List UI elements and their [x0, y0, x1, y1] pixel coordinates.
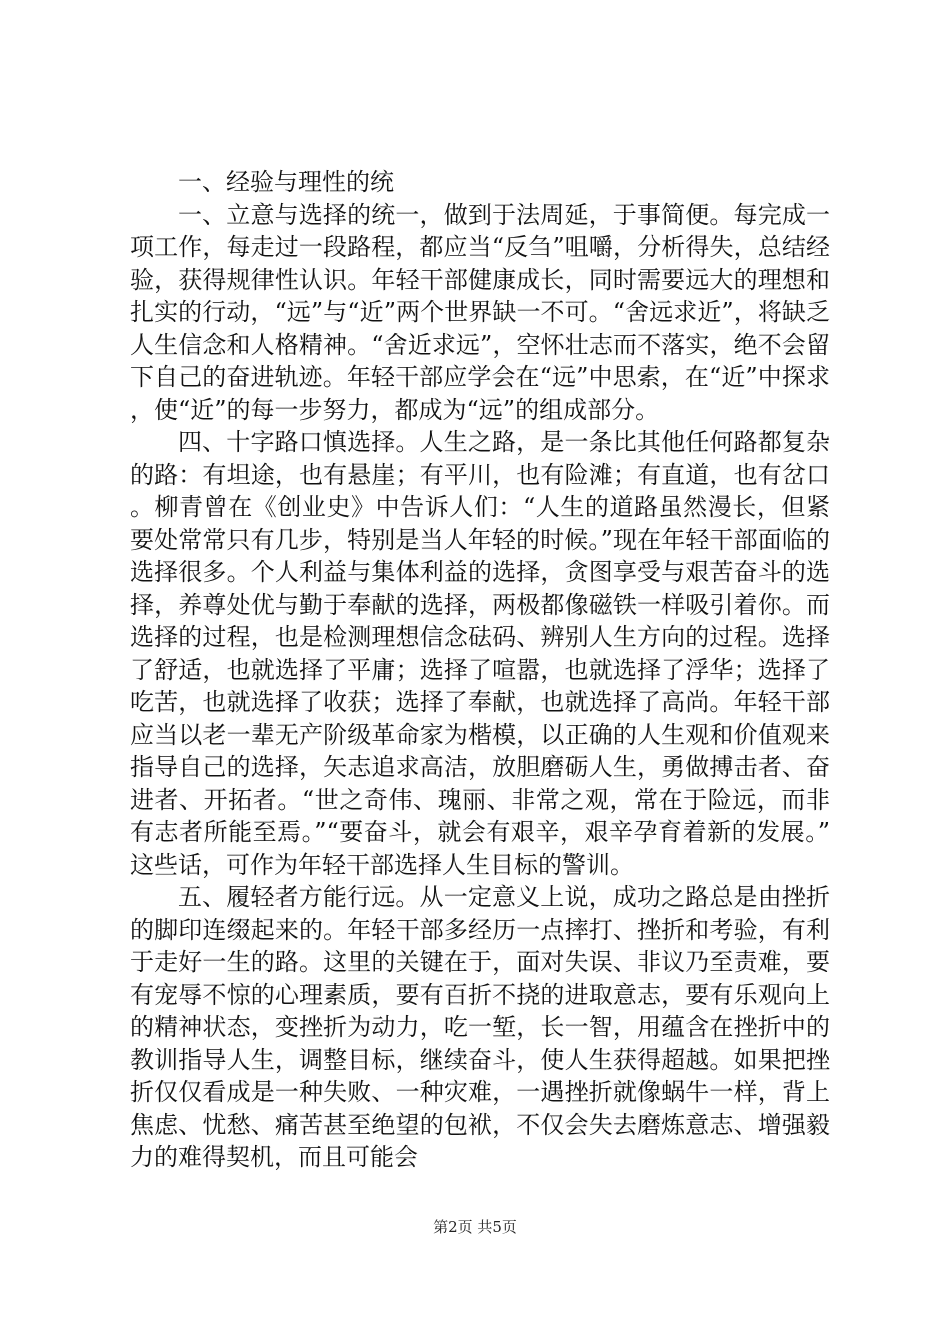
- paragraph: 四、十字路口慎选择。人生之路，是一条比其他任何路都复杂的路：有坦途，也有悬崖；有平川，也有险滩；有直道，也有岔口。柳青曾在《创业史》中告诉人们：“人生的道路虽然漫长，但紧要处常常只有几步，特别是当人年轻的时候。”现在年轻干部面临的选择很多。个人利益与集体利益的选择，贪图享受与艰苦奋斗的选择，养尊处优与勤于奉献的选择，两极都像磁铁一样吸引着你。而选择的过程，也是检测理想信念砝码、辨别人生方向的过程。选择了舒适，也就选择了平庸；选择了喧嚣，也就选择了浮华；选择了吃苦，也就选择了收获；选择了奉献，也就选择了高尚。年轻干部应当以老一辈无产阶级革命家为楷模，以正确的人生观和价值观来指导自己的选择，矢志追求高洁，放胆磨砺人生，勇做搏击者、奋进者、开拓者。“世之奇伟、瑰丽、非常之观，常在于险远，而非有志者所能至焉。”“要奋斗，就会有艰辛，艰辛孕育着新的发展。”这些话，可作为年轻干部选择人生目标的警训。: [130, 428, 830, 879]
- section-heading: 一、经验与理性的统: [178, 168, 394, 196]
- document-body: [130, 166, 830, 1174]
- paragraph: 五、履轻者方能行远。从一定意义上说，成功之路总是由挫折的脚印连缀起来的。年轻干部多经历一点摔打、挫折和考验，有利于走好一生的路。这里的关键在于，面对失误、非议乃至责难，要有宠辱不惊的心理素质，要有百折不挠的进取意志，要有乐观向上的精神状态，变挫折为动力，吃一堑，长一智，用蕴含在挫折中的教训指导人生，调整目标，继续奋斗，使人生获得超越。如果把挫折仅仅看成是一种失败、一种灾难，一遇挫折就像蜗牛一样，背上焦虑、忧愁、痛苦甚至绝望的包袱，不仅会失去磨炼意志、增强毅力的难得契机，而且可能会: [130, 883, 830, 1171]
- page-number-footer: 第2页 共5页: [433, 1218, 517, 1236]
- paragraph: 一、立意与选择的统一，做到于法周延，于事简便。每完成一项工作，每走过一段路程，都应当“反刍”咀嚼，分析得失，总结经验，获得规律性认识。年轻干部健康成长，同时需要远大的理想和扎实的行动，“远”与“近”两个世界缺一不可。“舍远求近”，将缺乏人生信念和人格精神。“舍近求远”，空怀壮志而不落实，绝不会留下自己的奋进轨迹。年轻干部应学会在“远”中思索，在“近”中探求，使“近”的每一步努力，都成为“远”的组成部分。: [130, 200, 830, 424]
